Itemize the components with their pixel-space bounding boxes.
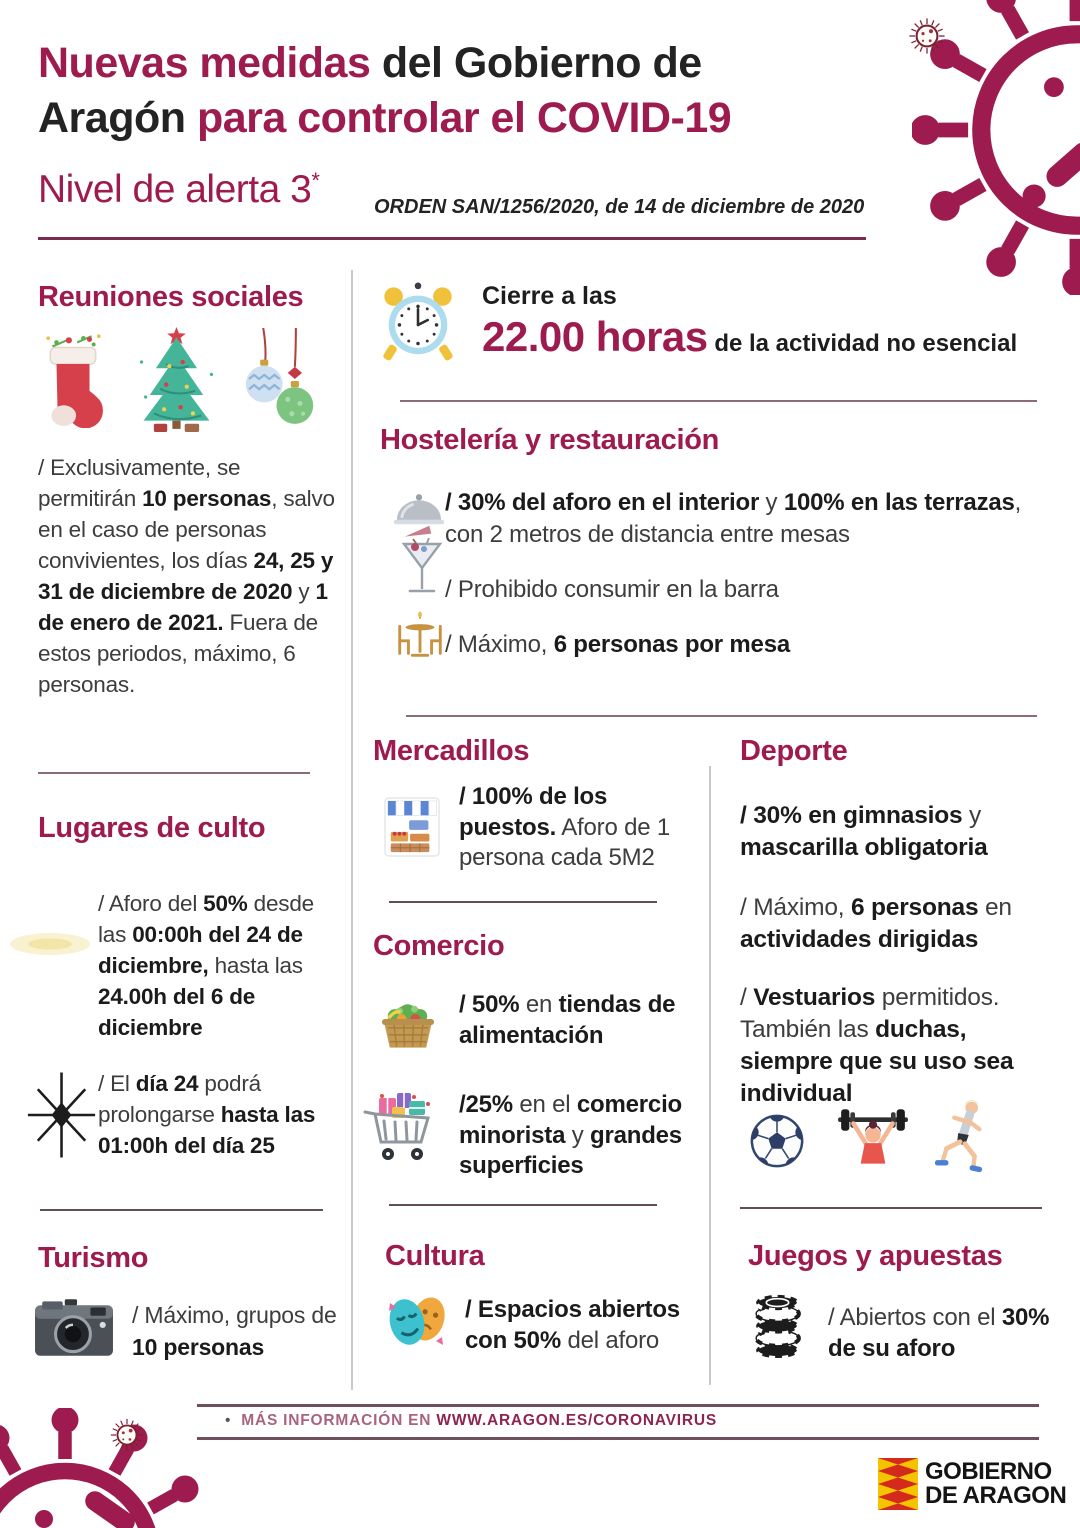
closure-banner (482, 282, 1017, 361)
section-title-lugares: Lugares de culto (38, 812, 266, 844)
title-accent-2: para controlar el COVID-19 (196, 94, 732, 143)
section-title-mercadillos: Mercadillos (373, 735, 530, 767)
section-title-hosteleria: Hostelería y restauración (380, 424, 720, 456)
header-divider (38, 237, 866, 240)
footer-info (225, 1412, 717, 1430)
deporte-item-3: / Vestuarios permitidos. También las duchas, siempre que su uso sea individual (740, 984, 1014, 1107)
title-rest-1: del Gobierno de (370, 39, 702, 87)
stocking-icon (42, 330, 104, 428)
alert-level: Nivel de alerta 3* (38, 168, 320, 211)
page-title (38, 36, 878, 146)
serving-dish-icon (392, 490, 446, 538)
closure-divider (400, 400, 1037, 402)
right-divider (740, 1207, 1042, 1209)
hosteleria-item-1: / 30% del aforo en el interior y 100% en las terrazas, con 2 metros de distancia entre mesas (445, 489, 1022, 548)
section-title-deporte: Deporte (740, 735, 848, 767)
cocktail-icon (400, 538, 444, 602)
closure-time: 22.00 horas (482, 313, 708, 360)
section-title-reuniones: Reuniones sociales (38, 281, 304, 313)
footer-divider-bottom (197, 1437, 1039, 1440)
title-accent-1: Nuevas medidas (38, 39, 371, 87)
christmas-tree-icon (133, 325, 221, 433)
turismo-item: / Máximo, grupos de 10 personas (132, 1302, 337, 1360)
column-divider-2 (709, 766, 711, 1385)
order-reference: ORDEN SAN/1256/2020, de 14 de diciembre de 2020 (374, 196, 865, 218)
star-icon (20, 1070, 104, 1160)
logo-line-2: DE ARAGON (925, 1482, 1067, 1509)
footer-bullet: • (225, 1412, 232, 1429)
comercio-item-1: / 50% en tiendas de alimentación (459, 991, 676, 1049)
middle-divider-2 (389, 1204, 657, 1206)
ornaments-icon (238, 328, 316, 430)
lugares-item-1: / Aforo del 50% desde las 00:00h del 24 de diciembre, hasta las 24.00h del 6 de diciembre (98, 891, 314, 1041)
section-title-juegos: Juegos y apuestas (748, 1240, 1003, 1272)
closure-suffix: de la actividad no esencial (707, 330, 1018, 357)
cultura-item: / Espacios abiertos con 50% del aforo (465, 1296, 680, 1354)
logo-line-1: GOBIERNO (925, 1458, 1052, 1486)
alert-asterisk: * (311, 168, 320, 193)
soccer-ball-icon (748, 1112, 806, 1170)
market-stall-icon (384, 797, 440, 857)
shopping-cart-icon (362, 1088, 440, 1164)
section-title-comercio: Comercio (373, 930, 505, 962)
section-title-turismo: Turismo (38, 1242, 149, 1274)
column-divider-1 (351, 270, 353, 1390)
hosteleria-item-2: / Prohibido consumir en la barra (445, 576, 779, 603)
section-title-cultura: Cultura (385, 1240, 485, 1272)
camera-icon (34, 1298, 114, 1358)
candle-glow-icon (8, 918, 92, 970)
deporte-item-1: / 30% en gimnasios y mascarilla obligatoria (740, 802, 988, 861)
hosteleria-divider (406, 715, 1037, 717)
footer-divider-top (197, 1404, 1039, 1407)
left-divider-1 (38, 772, 310, 774)
footer-info-prefix: MÁS INFORMACIÓN EN (241, 1412, 437, 1429)
virus-outline-icon (903, 12, 951, 60)
title-rest-2: Aragón (38, 94, 197, 143)
hosteleria-item-3: / Máximo, 6 personas por mesa (445, 631, 790, 658)
aragon-flag-icon (878, 1458, 918, 1510)
weightlifting-icon (836, 1104, 910, 1174)
closure-prefix: Cierre a las (482, 282, 617, 310)
lugares-item-2: / El día 24 podrá prolongarse hasta las 01:00h del día 25 (98, 1071, 316, 1159)
shopping-basket-icon (376, 991, 440, 1051)
virus-outline-icon (105, 1413, 149, 1457)
deporte-item-2: / Máximo, 6 personas en actividades dirigidas (740, 894, 1012, 953)
poker-chips-icon (750, 1293, 806, 1361)
left-divider-2 (40, 1209, 323, 1211)
theater-masks-icon (382, 1290, 452, 1352)
comercio-item-2: /25% en el comercio minorista y grandes superficies (459, 1091, 683, 1180)
mercadillos-item: / 100% de los puestos. Aforo de 1 persona cada 5M2 (459, 783, 670, 872)
gobierno-aragon-logo (878, 1458, 1066, 1510)
reuniones-body: / Exclusivamente, se permitirán 10 personas, salvo en el caso de personas convivientes, los días 24, 25 y 31 de diciembre de 2020 y 1 de enero de 2021. Fuera de estos periodos, máximo, 6 personas. (38, 455, 335, 698)
alarm-clock-icon (376, 280, 460, 364)
runner-icon (933, 1098, 991, 1174)
table-chairs-icon (392, 608, 448, 662)
middle-divider-1 (389, 901, 657, 903)
juegos-item: / Abiertos con el 30% de su aforo (828, 1304, 1050, 1362)
footer-info-url: WWW.ARAGON.ES/CORONAVIRUS (436, 1412, 718, 1429)
